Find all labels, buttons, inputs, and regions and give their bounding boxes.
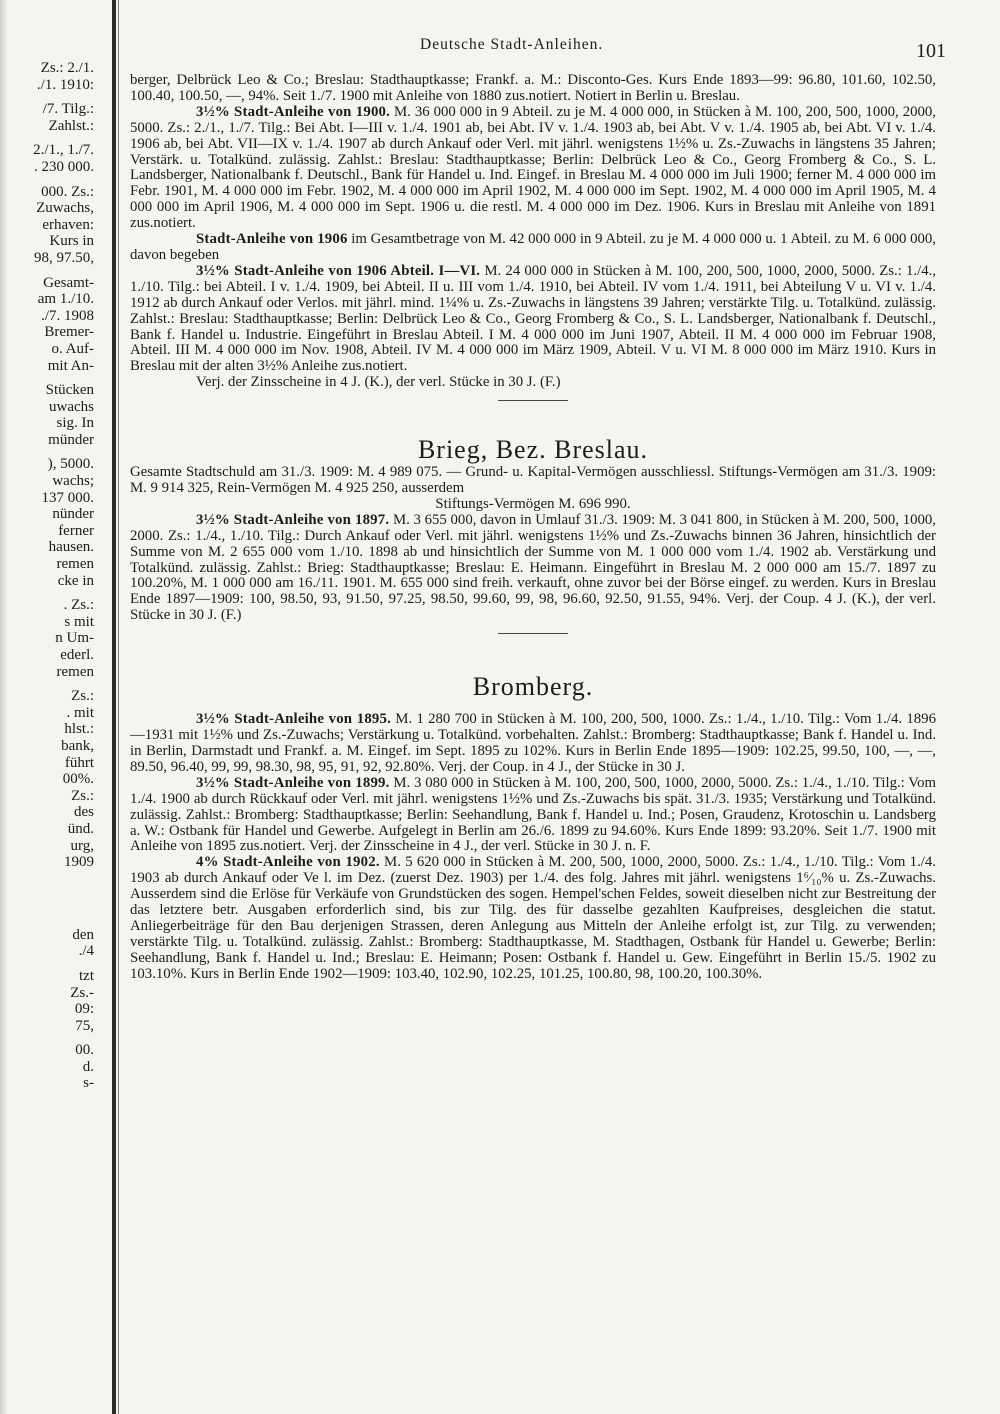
fragment-line: bank,: [61, 737, 94, 754]
fragment-line: ederl.: [60, 647, 94, 663]
fragment-line: ferner: [58, 522, 94, 539]
fragment-gap: [0, 887, 108, 895]
fragment-line: 2./1., 1./7.: [33, 142, 94, 159]
fragment-gap: [0, 93, 108, 101]
fragment-line: hlst.:: [64, 721, 94, 738]
brieg-intro-center: Stiftungs-Vermögen M. 696 990.: [435, 495, 631, 512]
fragment-line: s mit: [64, 613, 94, 630]
fragment-line: . 230 000.: [34, 158, 94, 175]
fragment-line: remen: [56, 556, 94, 573]
fragment-line: Bremer-: [44, 324, 94, 341]
loan-heading: Stadt-Anleihe von 1906: [196, 231, 348, 248]
gutter-divider: [112, 0, 116, 1414]
fragment-line: führt: [64, 754, 94, 771]
fragment-gap: [0, 176, 108, 184]
bromberg-loan-1899: [130, 776, 936, 856]
fragment-line: cke in: [57, 572, 94, 589]
fragment-gap: [0, 919, 108, 927]
fragment-gap: [0, 871, 108, 879]
fragment-line: am 1./10.: [37, 291, 94, 308]
loan-body: M. 36 000 000 in 9 Abteil. zu je M. 4 000 000, in Stücken à M. 100, 200, 500, 1000, 2000, 5000. Zs.: 2./1., 1./7. Tilg.: Bei Abt. I—III v. 1./4. 1901 ab, bei Abt. IV v. 1./4. 1903 ab, bei Abt. V v. 1./4. 1905 ab, bei Abt. VI v. 1./4. 1906 ab, bei Abt. VII—IX v. 1./4. 1907 ab durch Ankauf oder Verl. mit jährl. wenigstens 1½% u. Zs.-Zuwachs in längstens 35 Jahren; Verstärk. u. Totalkünd. zulässig. Zahlst.: Breslau: Stadthauptkasse; Berlin: Delbrück Leo & Co., Georg Fromberg & Co., S. L. Landsberger, Nationalbank f. Deutschl., Bank für Handel u. Ind. Eingef. in Breslau M. 4 000 000 im Juli 1900; ferner M. 4 000 000 im Febr. 1901, M. 4 000 000 im Febr. 1902, M. 4 000 000 im April 1902, M. 4 000 000 im Sept. 1902, M. 4 000 000 im April 1905, M. 4 000 000 im April 1906, M. 4 000 000 im Sept. 1906 u. die restl. M. 4 000 000 im Dez. 1906. Kurs in Breslau mit Anleihe von 1891 zus.notiert.: [130, 103, 936, 232]
fragment-line: Gesamt-: [43, 274, 94, 291]
loan-body: M. 24 000 000 in Stücken à M. 100, 200, 500, 1000, 2000, 5000. Zs.: 1./4., 1./10. Tilg.: bei Abteil. I v. 1./4. 1909, bei Abteil. II u. III vom 1./4. 1910, bei Abteil. IV vom 1./4. 1911, bei Abteilung V u. VI v. 1./4. 1912 ab durch Ankauf oder Verlos. mit jährl. mind. 1¼% u. Zs.-Zuwachs in längstens 39 Jahren; verstärkte Tilg. u. Totalkünd. zulässig. Zahlst.: Breslau: Stadthauptkasse; Berlin: Delbrück Leo & Co., Georg Fromberg & Co., S. L. Landsberger, Nationalbank f. Deutschl., Bank f. Handel u. Industrie. Eingeführt in Breslau Abteil. I M. 4 000 000 im Juni 1907, Abteil. II M. 4 000 000 im Februar 1908, Abteil. III M. 4 000 000 im Nov. 1908, Abteil. IV M. 4 000 000 im März 1909, Abteil. V u. VI M. 8 000 000 im März 1910. Kurs in Breslau mit der alten 3½% Anleihe zus.notiert.: [130, 262, 936, 375]
adjacent-page-fragment: [0, 60, 108, 1410]
fragment-line: Kurs in: [49, 233, 94, 250]
fragment-line: ), 5000.: [47, 456, 94, 473]
loan-heading: 4% Stadt-Anleihe von 1902.: [196, 854, 380, 871]
fragment-line: /7. Tilg.:: [42, 101, 94, 118]
fragment-line: Zs.: 2./1.: [40, 60, 94, 76]
loan-heading: 3½% Stadt-Anleihe von 1900.: [196, 103, 391, 120]
breslau-continued-paragraph: berger, Delbrück Leo & Co.; Breslau: Stadthauptkasse; Frankf. a. M.: Disconto-Ges. Kurs Ende 1893—99: 96.80, 101.60, 102.50, 100.40, 100.50, —, 94%. Seit 1./7. 1900 mit Anleihe von 1880 zus.notiert. Notiert in Berlin u. Breslau.: [130, 72, 936, 104]
fragment-line: Zs.:: [71, 688, 94, 705]
fragment-line: Zs.:: [71, 787, 94, 804]
fragment-gap: [0, 134, 108, 142]
fragment-line: . Zs.:: [63, 597, 94, 614]
fragment-line: ünd.: [67, 820, 94, 837]
loan-heading: 3½% Stadt-Anleihe von 1899.: [196, 774, 390, 791]
fragment-line: uwachs: [49, 398, 94, 415]
running-title: Deutsche Stadt-Anleihen.: [420, 36, 604, 53]
fragment-line: 000. Zs.:: [41, 183, 94, 200]
fragment-gap: [0, 960, 108, 968]
fragment-gap: [0, 911, 108, 919]
loan-body: im Gesamtbetrage von M. 42 000 000 in 9 Abteil. zu je M. 4 000 000 u. 1 Abteil. zu M. 6 000 000, davon begeben: [130, 231, 937, 263]
fragment-line: n Um-: [55, 630, 94, 647]
fragment-line: hausen.: [48, 539, 94, 556]
brieg-loan-1897: [130, 513, 936, 624]
fragment-line: . mit: [66, 704, 94, 721]
fragment-line: Stücken: [45, 382, 94, 399]
main-text-column: [130, 73, 936, 983]
page-number: 101: [916, 40, 946, 62]
fragment-line: ./4: [78, 943, 94, 960]
breslau-loan-1900: [130, 105, 936, 232]
fragment-line: s-: [83, 1075, 94, 1092]
fragment-line: 75,: [75, 1017, 94, 1034]
fragment-line: ./1. 1910:: [36, 76, 94, 93]
fragment-line: mit An-: [47, 357, 94, 374]
fragment-line: 00.: [75, 1042, 94, 1059]
fragment-line: 1909: [64, 854, 94, 871]
loan-heading: 3½% Stadt-Anleihe von 1895.: [196, 711, 392, 728]
fragment-line: 137 000.: [41, 489, 94, 506]
fragment-gap: [0, 1034, 108, 1042]
breslau-loan-1906-abteil: [130, 264, 936, 375]
brieg-intro: Gesamte Stadtschuld am 31./3. 1909: M. 4 989 075. — Grund- u. Kapital-Vermögen ausschliessl. Stiftungs-Vermögen am 31./3. 1909: M. 9 914 325, Rein-Vermögen M. 4 925 250, ausserdem: [130, 464, 936, 497]
fragment-line: d.: [82, 1058, 94, 1075]
breslau-verjaehrung: Verj. der Zinsscheine in 4 J. (K.), der verl. Stücke in 30 J. (F.): [196, 374, 561, 391]
fragment-line: nünder: [52, 506, 94, 523]
city-heading-brieg: Brieg, Bez. Breslau.: [417, 435, 649, 465]
fragment-gap: [0, 267, 108, 275]
fragment-line: 09:: [74, 1001, 94, 1018]
loan-body: M. 5 620 000 in Stücken à M. 200, 500, 1000, 2000, 5000. Zs.: 1./4., 1./10. Tilg.: Vom 1./4. 1903 ab durch Ankauf oder Ve l. im Dez. (zuerst Dez. 1903) per 1./4. des folg. Jahres mit jährl. wenigstens 1⁶⁄₁₀% u. Zs.-Zuwachs. Ausserdem sind die Erlöse für Verkäufe von Grundstücken des sogen. Hempel'schen Feldes, soweit dieselben nicht zur Bestreitung der das letztere betr. Ausgaben erforderlich sind, bis zur Tilg. des für dasselbe gezahlten Kaufpreises, desgleichen die statut. Anliegerbeiträge für den Bau derjenigen Strassen, deren Anlegung aus Mitteln der Anleihe erfolgt ist, zur Tilg. zu verwenden; verstärkte Tilg. u. Totalkünd. zulässig. Zahlst.: Bromberg: Stadthauptkasse, M. Stadthagen, Ostbank für Handel u. Gewerbe; Berlin: Seehandlung, Bank f. Handel u. Ind.; Breslau: E. Heimann; Posen: Ostbank f. Handel u. Gew. Eingeführt in Berlin 15./5. 1902 zu 103.10%. Kurs in Berlin Ende 1902—1909: 103.40, 102.90, 102.25, 101.25, 100.80, 98, 100.20, 100.30%.: [130, 854, 936, 982]
fragment-line: Zuwachs,: [36, 200, 94, 217]
fragment-line: o. Auf-: [51, 340, 94, 357]
fragment-line: Zahlst.:: [48, 117, 94, 134]
fragment-line: den: [72, 926, 94, 943]
fragment-line: 00%.: [62, 771, 94, 788]
fragment-line: sig. In: [56, 415, 94, 432]
fragment-line: wachs;: [52, 473, 94, 490]
fragment-gap: [0, 448, 108, 456]
fragment-gap: [0, 374, 108, 382]
fragment-gap: [0, 589, 108, 597]
fragment-line: 98, 97.50,: [34, 249, 94, 266]
fragment-gap: [0, 879, 108, 887]
fragment-line: urg,: [70, 837, 94, 854]
fragment-line: des: [74, 804, 94, 821]
fragment-line: Zs.-: [70, 984, 94, 1001]
fragment-line: erhaven:: [42, 216, 94, 233]
city-heading-bromberg: Bromberg.: [472, 672, 594, 702]
loan-heading: 3½% Stadt-Anleihe von 1906 Abteil. I—VI.: [196, 262, 481, 279]
bromberg-loan-1902: [130, 855, 936, 982]
loan-body: M. 1 280 700 in Stücken à M. 100, 200, 500, 1000. Zs.: 1./4., 1./10. Tilg.: Vom 1./4. 1896—1931 mit 1½% und Zs.-Zuwachs; Verstärkung u. Totalkünd. vorbehalten. Zahlst.: Bromberg: Stadthauptkasse; Bank f. Handel u. Ind. in Berlin, Darmstadt und Frankf. a. M. Eingef. im Sept. 1895 zu 102%. Kurs in Berlin Ende 1895—1909: 102.25, 99.50, 100, —, —, 89.50, 96.40, 99, 99, 98.30, 98, 95, 91, 92, 92.80%. Verj. der Coup. in 4 J., der Stücke in 30 J.: [130, 711, 936, 775]
fragment-line: tzt: [79, 967, 94, 984]
fragment-line: remen: [56, 663, 94, 680]
bromberg-loan-1895: [130, 712, 936, 776]
loan-body: M. 3 080 000 in Stücken à M. 100, 200, 500, 1000, 2000, 5000. Zs.: 1./4., 1./10. Tilg.: Vom 1./4. 1900 ab durch Rückkauf oder Verl. mit jährl. wenigstens 1½% und Zs.-Zuwachs bis spät. 31./3. 1935; Verstärkung und Totalkünd. zulässig. Zahlst.: Bromberg: Stadthauptkasse; Berlin: Seehandlung, Bank f. Handel u. Ind.; Posen, Graudenz, Krotoschin u. Landsberg a. W.: Ostbank für Handel und Gewerbe. Aufgelegt in Berlin am 26./6. 1899 zu 94.60%. Kurs Ende 1899: 93.20%. Seit 1./7. 1900 mit Anleihe von 1895 zus.notiert. Verj. der Zinsscheine in 4 J., der verl. Stücke in 30 J. n. F.: [130, 774, 936, 855]
fragment-line: münder: [48, 431, 94, 448]
breslau-loan-1906: [130, 232, 936, 264]
loan-heading: 3½% Stadt-Anleihe von 1897.: [196, 511, 390, 528]
fragment-gap: [0, 680, 108, 688]
page-header: [0, 36, 1000, 60]
fragment-gap: [0, 895, 108, 903]
loan-body: M. 3 655 000, davon in Umlauf 31./3. 1909: M. 3 041 800, in Stücken à M. 200, 500, 1000, 2000. Zs.: 1./4., 1./10. Tilg.: Durch Ankauf oder Verl. mit jährl. wenigstens 1½% und Zs.-Zuwachs binnen 36 Jahren, hinsichtlich der Summe von M. 2 655 000 vom 1./10. 1898 ab und hinsichtlich der Summe von M. 1 000 000 vom 1./4. 1902 ab. Verstärkung und Totalkünd. zulässig. Zahlst.: Brieg: Stadthauptkasse; Breslau: E. Heimann. Eingeführt in Breslau M. 2 000 000 am 15./7. 1897 zu 100.20%, M. 1 000 000 am 16./11. 1901. M. 655 000 sind freih. verkauft, ohne zuvor bei der Börse eingef. zu werden. Kurs in Breslau Ende 1897—1909: 100, 98.50, 93, 91.50, 97.25, 98.50, 99.60, 99, 98, 96.60, 92.50, 91.55, 94%. Verj. der Coup. 4 J. (K.), der verl. Stücke in 30 J. (F.): [130, 511, 936, 624]
fragment-gap: [0, 903, 108, 911]
fragment-line: ./7. 1908: [41, 307, 94, 324]
